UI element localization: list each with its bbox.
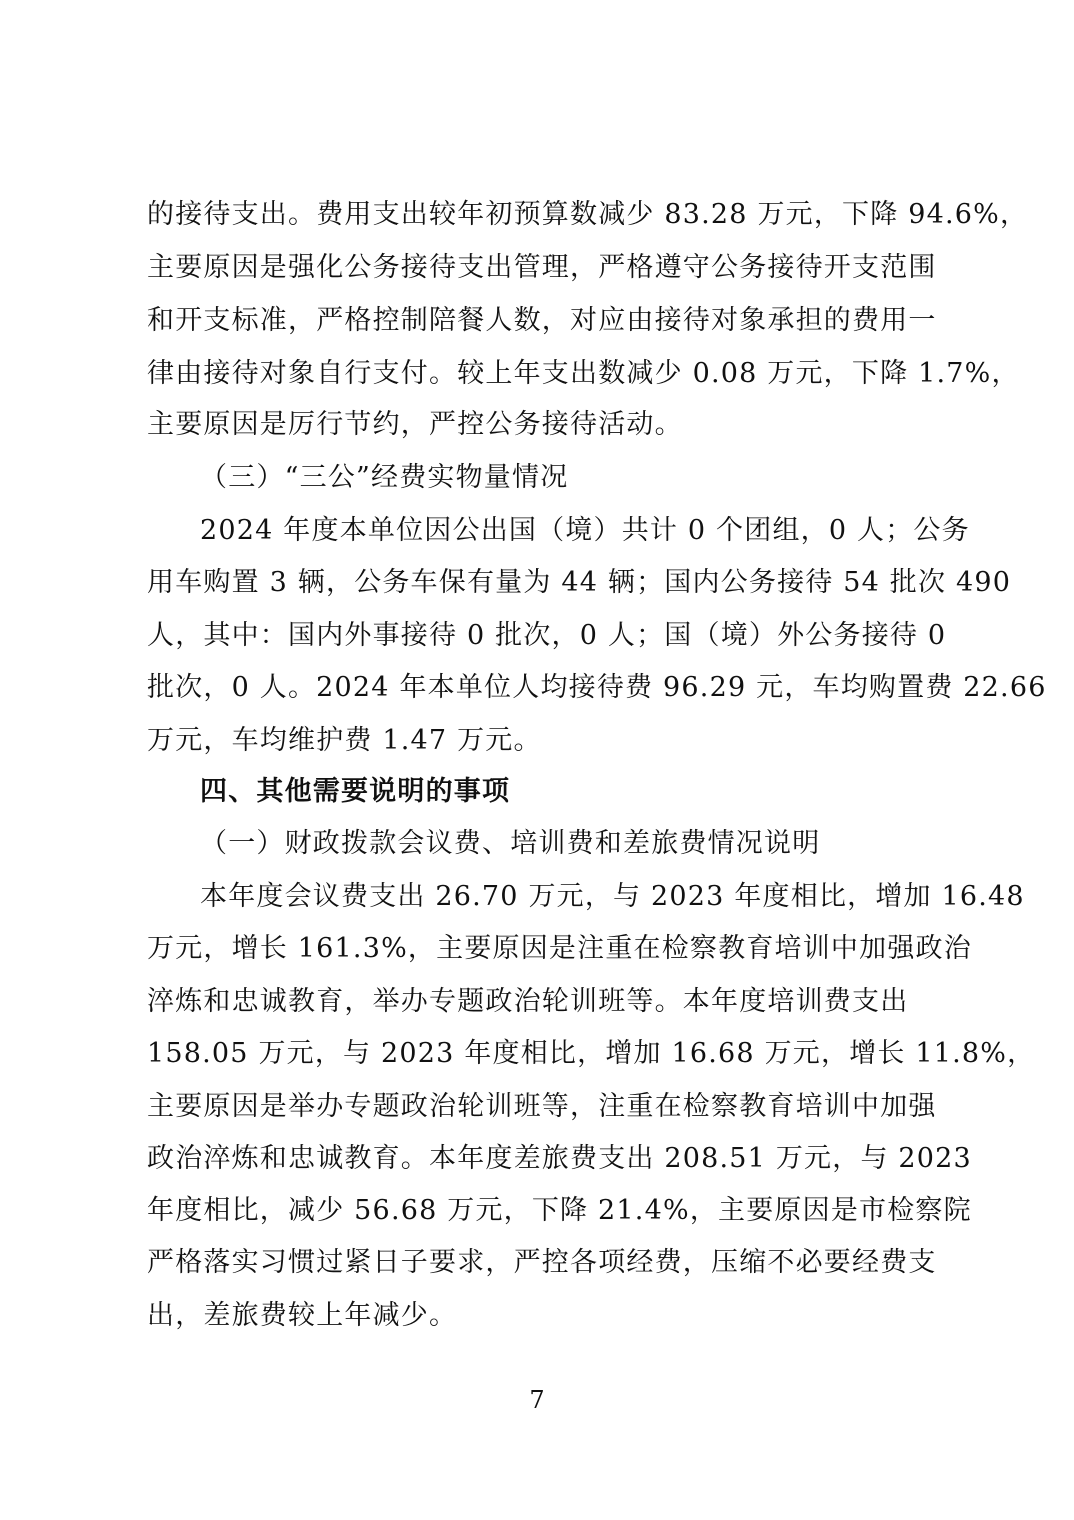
body-text-line: 人，其中：国内外事接待 0 批次，0 人；国（境）外公务接待 0: [147, 620, 947, 651]
subsection-heading: （三）“三公”经费实物量情况: [200, 462, 569, 493]
body-text-line: 本年度会议费支出 26.70 万元，与 2023 年度相比，增加 16.48: [200, 881, 1025, 912]
body-text-line: 主要原因是举办专题政治轮训班等，注重在检察教育培训中加强: [147, 1091, 937, 1122]
body-text-line: 主要原因是强化公务接待支出管理，严格遵守公务接待开支范围: [147, 252, 937, 283]
body-text-line: 和开支标准，严格控制陪餐人数，对应由接待对象承担的费用一: [147, 305, 937, 336]
body-text-line: 2024 年度本单位因公出国（境）共计 0 个团组，0 人；公务: [200, 515, 970, 546]
body-text-line: 158.05 万元，与 2023 年度相比，增加 16.68 万元，增长 11.8%，: [147, 1038, 1036, 1069]
body-text-line: 年度相比，减少 56.68 万元，下降 21.4%，主要原因是市检察院: [147, 1195, 972, 1226]
body-text-line: 万元，车均维护费 1.47 万元。: [147, 725, 542, 756]
body-text-line: 政治淬炼和忠诚教育。本年度差旅费支出 208.51 万元，与 2023: [147, 1143, 972, 1174]
body-text-line: 批次，0 人。2024 年本单位人均接待费 96.29 元，车均购置费 22.66: [147, 672, 1047, 703]
body-text-line: 主要原因是厉行节约，严控公务接待活动。: [147, 409, 683, 440]
body-text-line: 用车购置 3 辆，公务车保有量为 44 辆；国内公务接待 54 批次 490: [147, 567, 1012, 598]
page-number: 7: [529, 1386, 545, 1414]
body-text-line: 律由接待对象自行支付。较上年支出数减少 0.08 万元，下降 1.7%，: [147, 358, 1020, 389]
body-text-line: 万元，增长 161.3%，主要原因是注重在检察教育培训中加强政治: [147, 933, 972, 964]
body-text-line: 严格落实习惯过紧日子要求，严控各项经费，压缩不必要经费支: [147, 1247, 937, 1278]
section-heading: 四、其他需要说明的事项: [200, 776, 511, 807]
body-text-line: 出，差旅费较上年减少。: [147, 1300, 458, 1331]
body-text-line: 的接待支出。费用支出较年初预算数减少 83.28 万元，下降 94.6%，: [147, 199, 1029, 230]
subsection-heading: （一）财政拨款会议费、培训费和差旅费情况说明: [200, 828, 821, 859]
body-text-line: 淬炼和忠诚教育，举办专题政治轮训班等。本年度培训费支出: [147, 986, 909, 1017]
